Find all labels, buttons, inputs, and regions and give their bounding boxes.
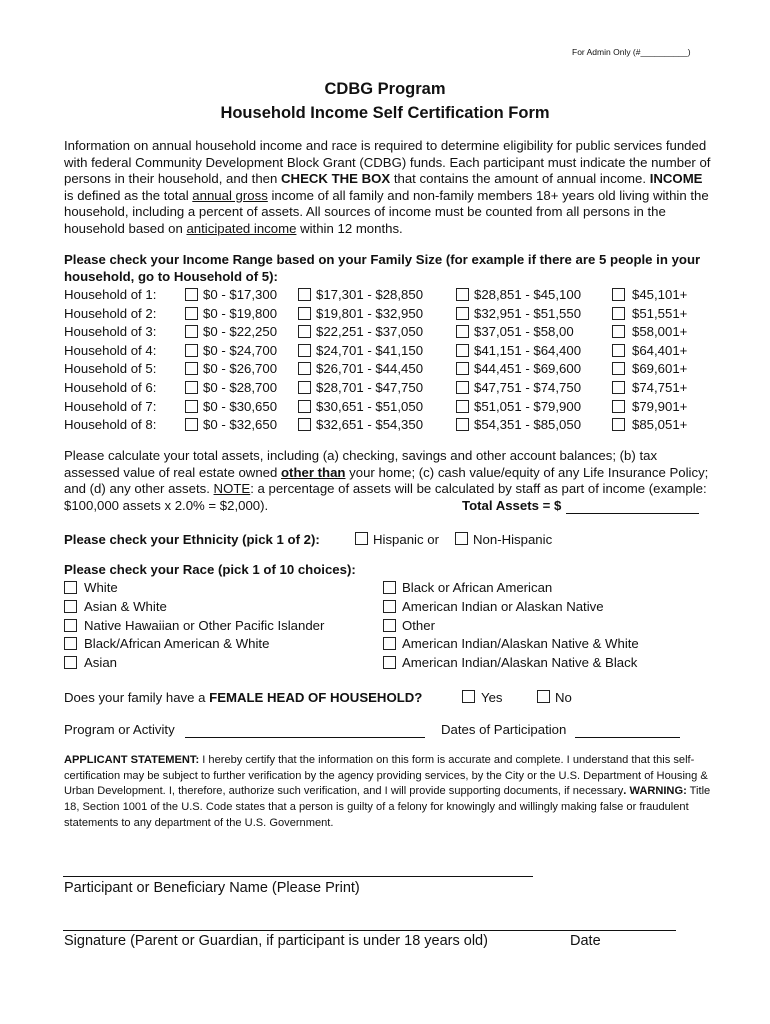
income-range-checkbox[interactable] [612, 307, 625, 320]
race-checkbox[interactable] [383, 581, 396, 594]
income-range-label: $0 - $30,650 [203, 398, 278, 414]
total-assets-field[interactable] [566, 500, 699, 514]
household-label: Household of 4: [64, 342, 157, 358]
female-head-no-checkbox[interactable] [537, 690, 550, 703]
income-range-checkbox[interactable] [298, 362, 311, 375]
race-option-label: White [84, 580, 118, 595]
income-range-label: $22,251 - $37,050 [316, 324, 424, 340]
income-range-label: $44,451 - $69,600 [474, 361, 582, 377]
income-range-checkbox[interactable] [612, 400, 625, 413]
non-hispanic-checkbox[interactable] [455, 532, 468, 545]
income-range-checkbox[interactable] [612, 325, 625, 338]
female-head-no-label: No [555, 690, 572, 705]
income-range-label: $0 - $19,800 [203, 305, 278, 321]
income-range-label: $17,301 - $28,850 [316, 287, 424, 302]
race-option-label: Asian & White [84, 598, 167, 614]
income-range-checkbox[interactable] [456, 344, 469, 357]
income-range-label: $0 - $32,650 [203, 417, 278, 433]
income-range-checkbox[interactable] [456, 288, 469, 301]
race-checkbox[interactable] [383, 656, 396, 669]
household-label: Household of 1: [64, 287, 157, 302]
income-range-checkbox[interactable] [298, 418, 311, 431]
income-range-label: $28,701 - $47,750 [316, 380, 424, 395]
non-hispanic-label: Non-Hispanic [473, 532, 553, 547]
participant-name-field[interactable] [63, 862, 533, 877]
income-range-checkbox[interactable] [185, 288, 198, 301]
hispanic-checkbox[interactable] [355, 532, 368, 545]
program-activity-field[interactable] [185, 722, 425, 738]
total-assets-label: Total Assets = $ [462, 498, 562, 513]
participant-name-label: Participant or Beneficiary Name (Please Print) [64, 880, 360, 896]
ethnicity-label: Please check your Ethnicity (pick 1 of 2): [64, 532, 320, 547]
household-label: Household of 5: [64, 361, 157, 377]
assets-paragraph: Please calculate your total assets, including (a) checking, savings and other account balances; (b) tax assessed value of real estate owned other than your home; (c) cash value/equity of any Life Insurance Policy; and (d) any other assets. NOTE: a percentage of assets will be calculated by staff as part of income (example: $100,000 assets x 2.0% = $2,000). [64, 448, 709, 513]
income-range-label: $69,601+ [632, 361, 688, 377]
income-range-checkbox[interactable] [185, 344, 198, 357]
race-checkbox[interactable] [64, 656, 77, 669]
income-range-checkbox[interactable] [298, 325, 311, 338]
income-range-checkbox[interactable] [612, 418, 625, 431]
race-checkbox[interactable] [383, 619, 396, 632]
income-range-label: $28,851 - $45,100 [474, 287, 582, 302]
race-option-label: Native Hawaiian or Other Pacific Islander [84, 617, 325, 633]
race-option-label: Black/African American & White [84, 636, 270, 652]
household-label: Household of 7: [64, 398, 157, 414]
income-range-label: $26,701 - $44,450 [316, 361, 424, 377]
income-range-label: $0 - $24,700 [203, 342, 278, 358]
income-range-checkbox[interactable] [298, 288, 311, 301]
income-range-checkbox[interactable] [456, 400, 469, 413]
income-range-checkbox[interactable] [612, 381, 625, 394]
female-head-yes-label: Yes [481, 690, 503, 705]
income-range-label: $24,701 - $41,150 [316, 342, 424, 358]
income-range-label: $30,651 - $51,050 [316, 398, 424, 414]
income-range-checkbox[interactable] [185, 325, 198, 338]
signature-label: Signature (Parent or Guardian, if participant is under 18 years old) [64, 933, 488, 949]
race-option-label: Asian [84, 655, 117, 671]
income-instruction: Please check your Income Range based on your Family Size (for example if there are 5 people in your household, go to Household of 5): [64, 252, 701, 284]
household-label: Household of 3: [64, 324, 157, 340]
income-range-checkbox[interactable] [456, 418, 469, 431]
race-option-label: Black or African American [402, 580, 553, 595]
race-checkbox[interactable] [64, 600, 77, 613]
program-activity-label: Program or Activity [64, 722, 175, 737]
intro-paragraph: Information on annual household income and race is required to determine eligibility for public services funded with federal Community Development Block Grant (CDBG) funds. Each participant must indicate the number of persons in their household, and then CHECK THE BOX that contains the amount of annual income. INCOME is defined as the total annual gross income of all family and non-family members 18+ years old living within the household, including a percent of assets. All sources of income must be counted from all persons in the household based on anticipated income within 12 months. [64, 138, 711, 236]
income-range-label: $32,951 - $51,550 [474, 305, 582, 321]
income-range-label: $85,051+ [632, 417, 688, 433]
income-range-checkbox[interactable] [298, 307, 311, 320]
hispanic-label: Hispanic or [373, 532, 439, 547]
race-checkbox[interactable] [64, 637, 77, 650]
race-option-label: Other [402, 617, 435, 633]
income-range-label: $0 - $26,700 [203, 361, 278, 377]
form-subtitle: Household Income Self Certification Form [220, 104, 550, 122]
household-label: Household of 2: [64, 305, 157, 321]
race-checkbox[interactable] [383, 600, 396, 613]
income-range-checkbox[interactable] [185, 400, 198, 413]
income-range-label: $32,651 - $54,350 [316, 417, 424, 433]
income-range-label: $0 - $28,700 [203, 380, 278, 395]
income-range-checkbox[interactable] [456, 325, 469, 338]
income-range-checkbox[interactable] [185, 381, 198, 394]
race-checkbox[interactable] [383, 637, 396, 650]
race-checkbox[interactable] [64, 619, 77, 632]
date-label: Date [570, 933, 601, 949]
income-range-label: $51,551+ [632, 305, 688, 321]
race-label: Please check your Race (pick 1 of 10 choices): [64, 562, 356, 577]
income-range-checkbox[interactable] [298, 381, 311, 394]
applicant-statement: APPLICANT STATEMENT: I hereby certify that the information on this form is accurate and complete. I understand that this self-certification may be subject to further verification by the agency providing services, by the City or the U.S. Department of Housing & Urban Development. I, therefore, authorize such verification, and I will provide supporting documents, if necessary. WARNING: Title 18, Section 1001 of the U.S. Code states that a person is guilty of a felony for knowingly and willingly making false or fraudulent statements to any department of the U.S. Government. [64, 754, 711, 829]
household-label: Household of 6: [64, 380, 157, 395]
race-option-label: American Indian/Alaskan Native & White [402, 636, 639, 652]
income-range-checkbox[interactable] [298, 344, 311, 357]
income-range-checkbox[interactable] [612, 344, 625, 357]
income-range-label: $0 - $22,250 [203, 324, 278, 340]
race-option-label: American Indian/Alaskan Native & Black [402, 655, 638, 671]
dates-participation-field[interactable] [575, 722, 680, 738]
female-head-yes-checkbox[interactable] [462, 690, 475, 703]
form-title: CDBG Program [324, 80, 446, 98]
household-label: Household of 8: [64, 417, 157, 433]
race-checkbox[interactable] [64, 581, 77, 594]
female-head-question: Does your family have a FEMALE HEAD OF HOUSEHOLD? [64, 690, 423, 705]
income-range-checkbox[interactable] [456, 307, 469, 320]
income-range-label: $37,051 - $58,00 [474, 324, 574, 340]
income-range-label: $47,751 - $74,750 [474, 380, 582, 395]
income-range-label: $41,151 - $64,400 [474, 342, 582, 358]
income-range-checkbox[interactable] [185, 418, 198, 431]
income-range-checkbox[interactable] [185, 362, 198, 375]
income-range-label: $54,351 - $85,050 [474, 417, 582, 433]
income-range-label: $58,001+ [632, 324, 688, 340]
income-range-checkbox[interactable] [612, 288, 625, 301]
signature-field[interactable] [63, 916, 676, 931]
income-range-label: $51,051 - $79,900 [474, 398, 582, 414]
income-range-label: $64,401+ [632, 342, 688, 358]
income-range-checkbox[interactable] [298, 400, 311, 413]
income-range-label: $0 - $17,300 [203, 287, 278, 302]
income-range-label: $74,751+ [632, 380, 688, 395]
income-range-label: $19,801 - $32,950 [316, 305, 424, 321]
admin-only-note: For Admin Only (#__________) [572, 47, 691, 57]
race-option-label: American Indian or Alaskan Native [402, 598, 604, 614]
income-range-checkbox[interactable] [456, 362, 469, 375]
income-range-label: $79,901+ [632, 398, 688, 414]
income-range-checkbox[interactable] [185, 307, 198, 320]
income-range-checkbox[interactable] [456, 381, 469, 394]
dates-participation-label: Dates of Participation [441, 722, 567, 737]
income-range-checkbox[interactable] [612, 362, 625, 375]
income-range-label: $45,101+ [632, 287, 688, 302]
